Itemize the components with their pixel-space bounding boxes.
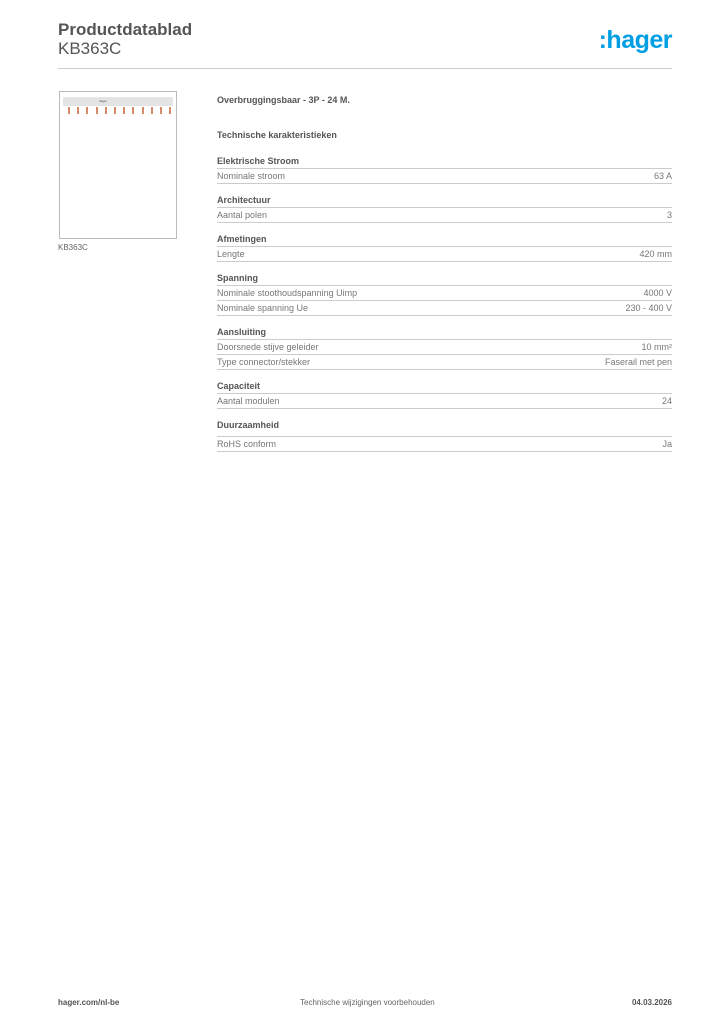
spec-row <box>217 286 672 301</box>
spec-label: Lengte <box>217 249 245 259</box>
spec-group <box>217 325 672 370</box>
spec-group-title: Architectuur <box>217 193 672 208</box>
spec-row <box>217 208 672 223</box>
spec-label: Nominale spanning Ue <box>217 303 309 313</box>
busbar-pin <box>169 107 171 114</box>
header-divider <box>58 68 672 69</box>
product-name: Overbruggingsbaar - 3P - 24 M. <box>217 95 350 105</box>
spec-label: Nominale stroom <box>217 171 286 181</box>
spec-value: 420 mm <box>639 249 672 259</box>
spec-group <box>217 379 672 409</box>
busbar-body <box>63 97 173 106</box>
website-link[interactable]: hager.com/nl-be <box>58 998 120 1007</box>
spec-group <box>217 232 672 262</box>
busbar-pin <box>132 107 134 114</box>
busbar-pin <box>151 107 153 114</box>
spec-row <box>217 340 672 355</box>
spec-label: RoHS conform <box>217 439 277 449</box>
spec-label: Type connector/stekker <box>217 357 311 367</box>
busbar-pin <box>160 107 162 114</box>
spec-group-title: Spanning <box>217 271 672 286</box>
spec-value: Ja <box>662 439 672 449</box>
date: 04.03.2026 <box>631 998 672 1007</box>
spec-label: Aantal polen <box>217 210 268 220</box>
spec-row <box>217 169 672 184</box>
spec-value: 24 <box>661 396 672 406</box>
product-code: KB363C <box>58 39 122 58</box>
product-image <box>59 91 177 239</box>
spec-value: 63 A <box>653 171 672 181</box>
spec-value: 4000 V <box>643 288 672 298</box>
spec-group-title: Elektrische Stroom <box>217 154 672 169</box>
busbar-pin <box>96 107 98 114</box>
spec-value: 10 mm² <box>641 342 672 352</box>
spec-label: Nominale stoothoudspanning Uimp <box>217 288 358 298</box>
spec-group-title: Aansluiting <box>217 325 672 340</box>
spec-group-title: Duurzaamheid <box>217 418 672 437</box>
busbar-pin <box>114 107 116 114</box>
busbar-pin <box>77 107 79 114</box>
image-caption: KB363C <box>58 243 88 252</box>
busbar-pin <box>123 107 125 114</box>
spec-value: Faserail met pen <box>604 357 672 367</box>
spec-row <box>217 301 672 316</box>
busbar-pin <box>142 107 144 114</box>
spec-label: Aantal modulen <box>217 396 280 406</box>
section-title: Technische karakteristieken <box>217 130 337 140</box>
busbar-pin <box>68 107 70 114</box>
specs <box>217 95 672 461</box>
hager-logo: :hager <box>598 26 672 54</box>
spec-group <box>217 154 672 184</box>
spec-row <box>217 437 672 452</box>
spec-row <box>217 355 672 370</box>
spec-group <box>217 193 672 223</box>
spec-group <box>217 271 672 316</box>
spec-group-title: Capaciteit <box>217 379 672 394</box>
disclaimer: Technische wijzigingen voorbehouden <box>300 998 435 1007</box>
spec-group <box>217 418 672 452</box>
spec-value: 3 <box>666 210 672 220</box>
page-title: Productdatablad <box>58 20 193 39</box>
busbar-label: hager <box>99 99 107 103</box>
spec-label: Doorsnede stijve geleider <box>217 342 319 352</box>
spec-value: 230 - 400 V <box>625 303 672 313</box>
spec-row <box>217 247 672 262</box>
busbar-pin <box>86 107 88 114</box>
spec-row <box>217 394 672 409</box>
spec-group-title: Afmetingen <box>217 232 672 247</box>
busbar-pin <box>105 107 107 114</box>
